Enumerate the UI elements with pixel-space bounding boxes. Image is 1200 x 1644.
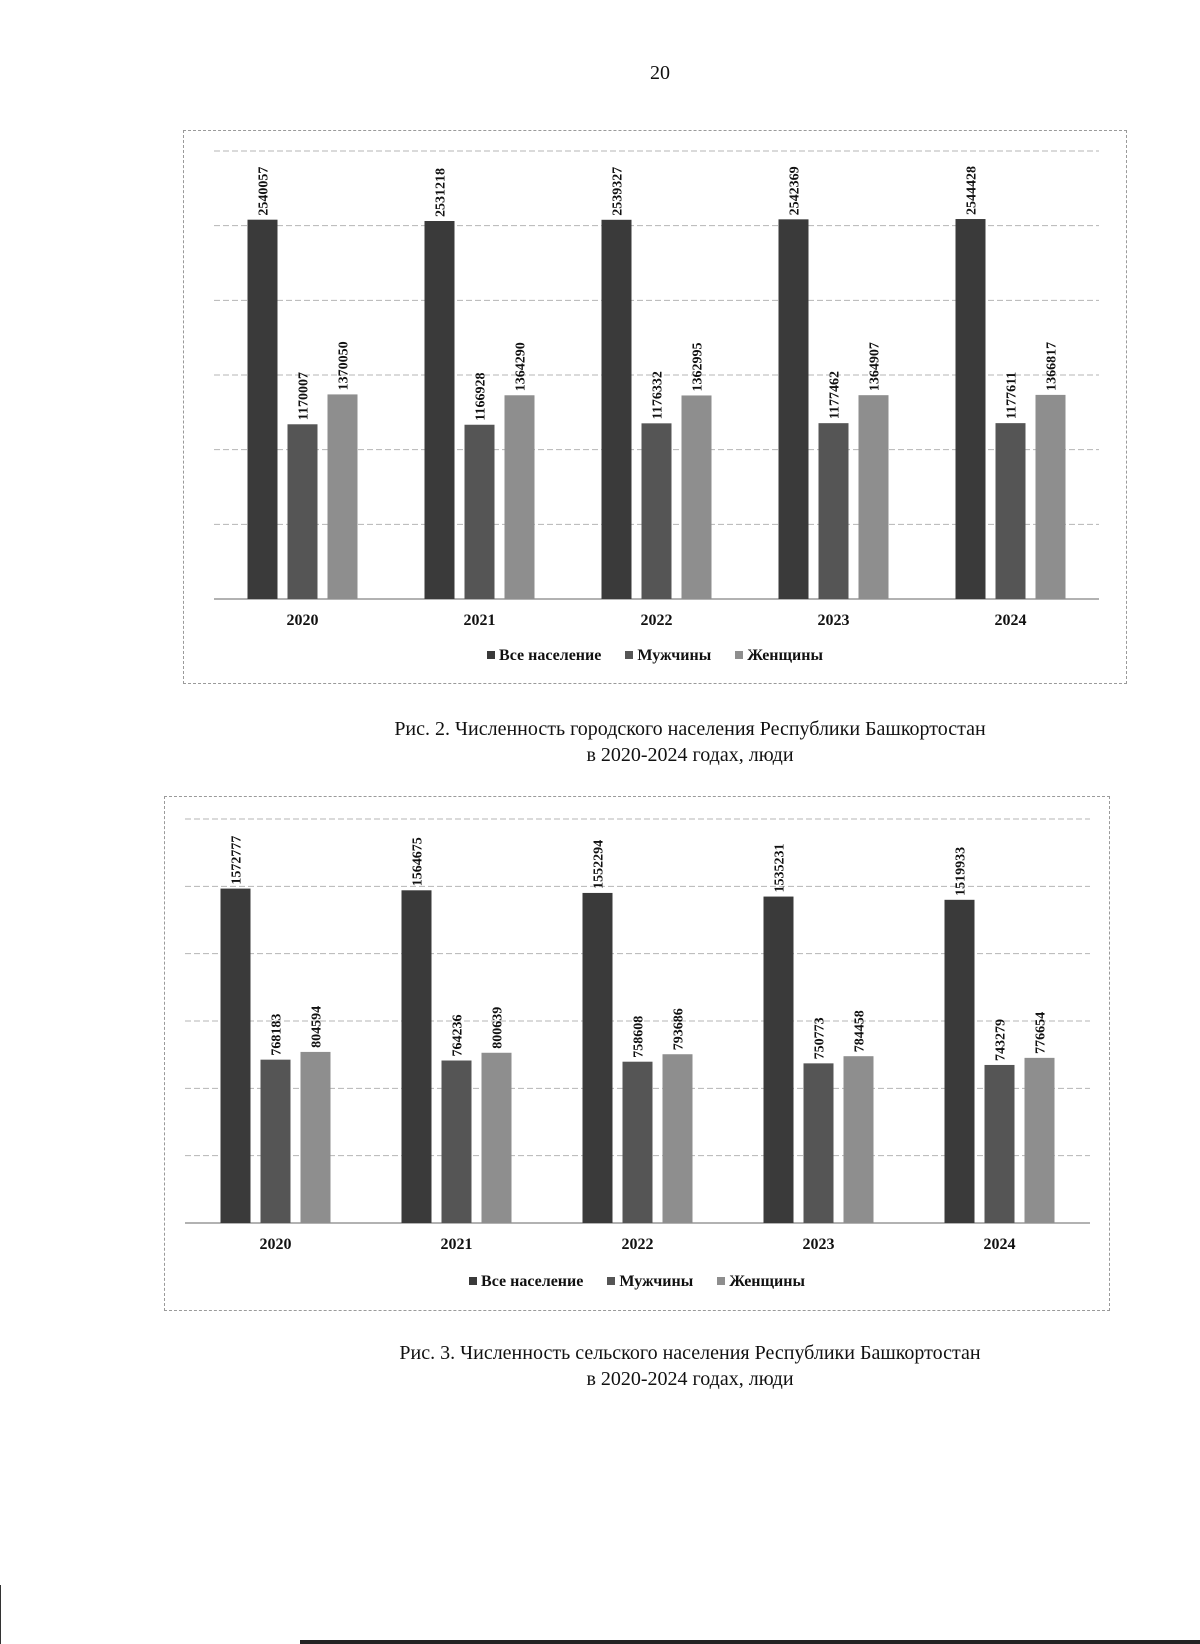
legend-item-all: [487, 647, 601, 665]
legend-swatch: [735, 651, 743, 659]
bar: [844, 1056, 874, 1223]
data-label: 1177462: [827, 370, 843, 420]
data-label: 1166928: [473, 372, 489, 421]
urban-chart-legend: [184, 647, 1126, 665]
legend-item-women: [735, 647, 823, 665]
bar: [1036, 395, 1066, 599]
bar: [261, 1060, 291, 1223]
legend-label: Все население: [499, 647, 602, 664]
bar: [402, 890, 432, 1223]
tick-label: 2021: [463, 612, 496, 629]
data-label: 750773: [812, 1017, 828, 1060]
data-label: 1535231: [772, 843, 788, 893]
bar: [465, 425, 495, 599]
legend-label: Женщины: [729, 1273, 805, 1290]
legend-item-men: [607, 1273, 693, 1291]
tick-label: 2021: [440, 1236, 473, 1253]
tick-label: 2020: [286, 612, 319, 629]
legend-swatch: [717, 1277, 725, 1285]
legend-swatch: [469, 1277, 477, 1285]
data-label: 2540057: [256, 166, 272, 216]
data-label: 800639: [490, 1006, 506, 1049]
data-label: 793686: [671, 1008, 687, 1051]
legend-swatch: [625, 651, 633, 659]
legend-item-all: [469, 1273, 583, 1291]
tick-label: 2023: [817, 612, 850, 629]
tick-label: 2024: [983, 1236, 1016, 1253]
bar: [505, 395, 535, 599]
bar: [682, 395, 712, 599]
page-number: 20: [650, 62, 670, 84]
rural-chart-plot: [165, 797, 1111, 1267]
tick-label: 2022: [621, 1236, 654, 1253]
data-label: 1177611: [1004, 371, 1020, 420]
data-label: 804594: [309, 1005, 325, 1048]
legend-label: Все население: [481, 1273, 584, 1290]
bar: [819, 423, 849, 599]
data-label: 1364907: [867, 342, 883, 392]
data-label: 2531218: [433, 168, 449, 218]
caption-line: Рис. 3. Численность сельского населения Республики Башкортостан: [399, 1342, 981, 1364]
data-label: 1364290: [513, 342, 529, 392]
bar: [482, 1053, 512, 1223]
bar: [442, 1060, 472, 1223]
rural-chart-legend: [165, 1273, 1109, 1291]
data-label: 743279: [993, 1018, 1009, 1061]
legend-label: Женщины: [747, 647, 823, 664]
legend-label: Мужчины: [619, 1273, 694, 1290]
data-label: 758608: [631, 1015, 647, 1058]
data-label: 2539327: [610, 166, 626, 216]
caption-line: в 2020-2024 годах, люди: [586, 1368, 794, 1390]
data-label: 1519933: [953, 846, 969, 896]
tick-label: 2023: [802, 1236, 835, 1253]
caption-line: Рис. 2. Численность городского населения Республики Башкортостан: [394, 718, 986, 740]
data-label: 764236: [450, 1014, 466, 1057]
bar: [288, 424, 318, 599]
legend-swatch: [607, 1277, 615, 1285]
data-label: 1170007: [296, 372, 312, 421]
data-label: 1552294: [591, 839, 607, 889]
data-label: 1176332: [650, 371, 666, 420]
caption-line: в 2020-2024 годах, люди: [586, 744, 794, 766]
tick-label: 2024: [994, 612, 1027, 629]
bar: [764, 897, 794, 1223]
legend-item-women: [717, 1273, 805, 1291]
scan-edge-line: [300, 1640, 1200, 1644]
bar: [602, 220, 632, 599]
bar: [945, 900, 975, 1223]
scan-edge-line: [0, 1585, 1, 1644]
legend-label: Мужчины: [637, 647, 712, 664]
data-label: 1366817: [1044, 341, 1060, 391]
bar: [642, 423, 672, 599]
rural-population-chart: [164, 796, 1110, 1311]
bar: [779, 219, 809, 599]
bar: [859, 395, 889, 599]
bar: [996, 423, 1026, 599]
bar: [985, 1065, 1015, 1223]
bar: [1025, 1058, 1055, 1223]
figure-caption: [300, 1340, 1080, 1392]
bar: [583, 893, 613, 1223]
data-label: 1564675: [410, 837, 426, 887]
tick-label: 2020: [259, 1236, 292, 1253]
bar: [425, 221, 455, 599]
data-label: 784458: [852, 1010, 868, 1053]
data-label: 1370050: [336, 341, 352, 391]
bar: [623, 1062, 653, 1223]
bar: [328, 394, 358, 599]
urban-chart-plot: [184, 131, 1128, 641]
bar: [248, 220, 278, 599]
bar: [663, 1054, 693, 1223]
bar: [301, 1052, 331, 1223]
data-label: 1572777: [229, 835, 245, 885]
urban-population-chart: [183, 130, 1127, 684]
data-label: 2542369: [787, 166, 803, 216]
bar: [804, 1063, 834, 1223]
legend-swatch: [487, 651, 495, 659]
bar: [221, 889, 251, 1223]
data-label: 2544428: [964, 166, 980, 216]
data-label: 776654: [1033, 1011, 1049, 1054]
figure-caption: [300, 716, 1080, 768]
bar: [956, 219, 986, 599]
data-label: 768183: [269, 1013, 285, 1056]
data-label: 1362995: [690, 342, 706, 392]
legend-item-men: [625, 647, 711, 665]
tick-label: 2022: [640, 612, 673, 629]
